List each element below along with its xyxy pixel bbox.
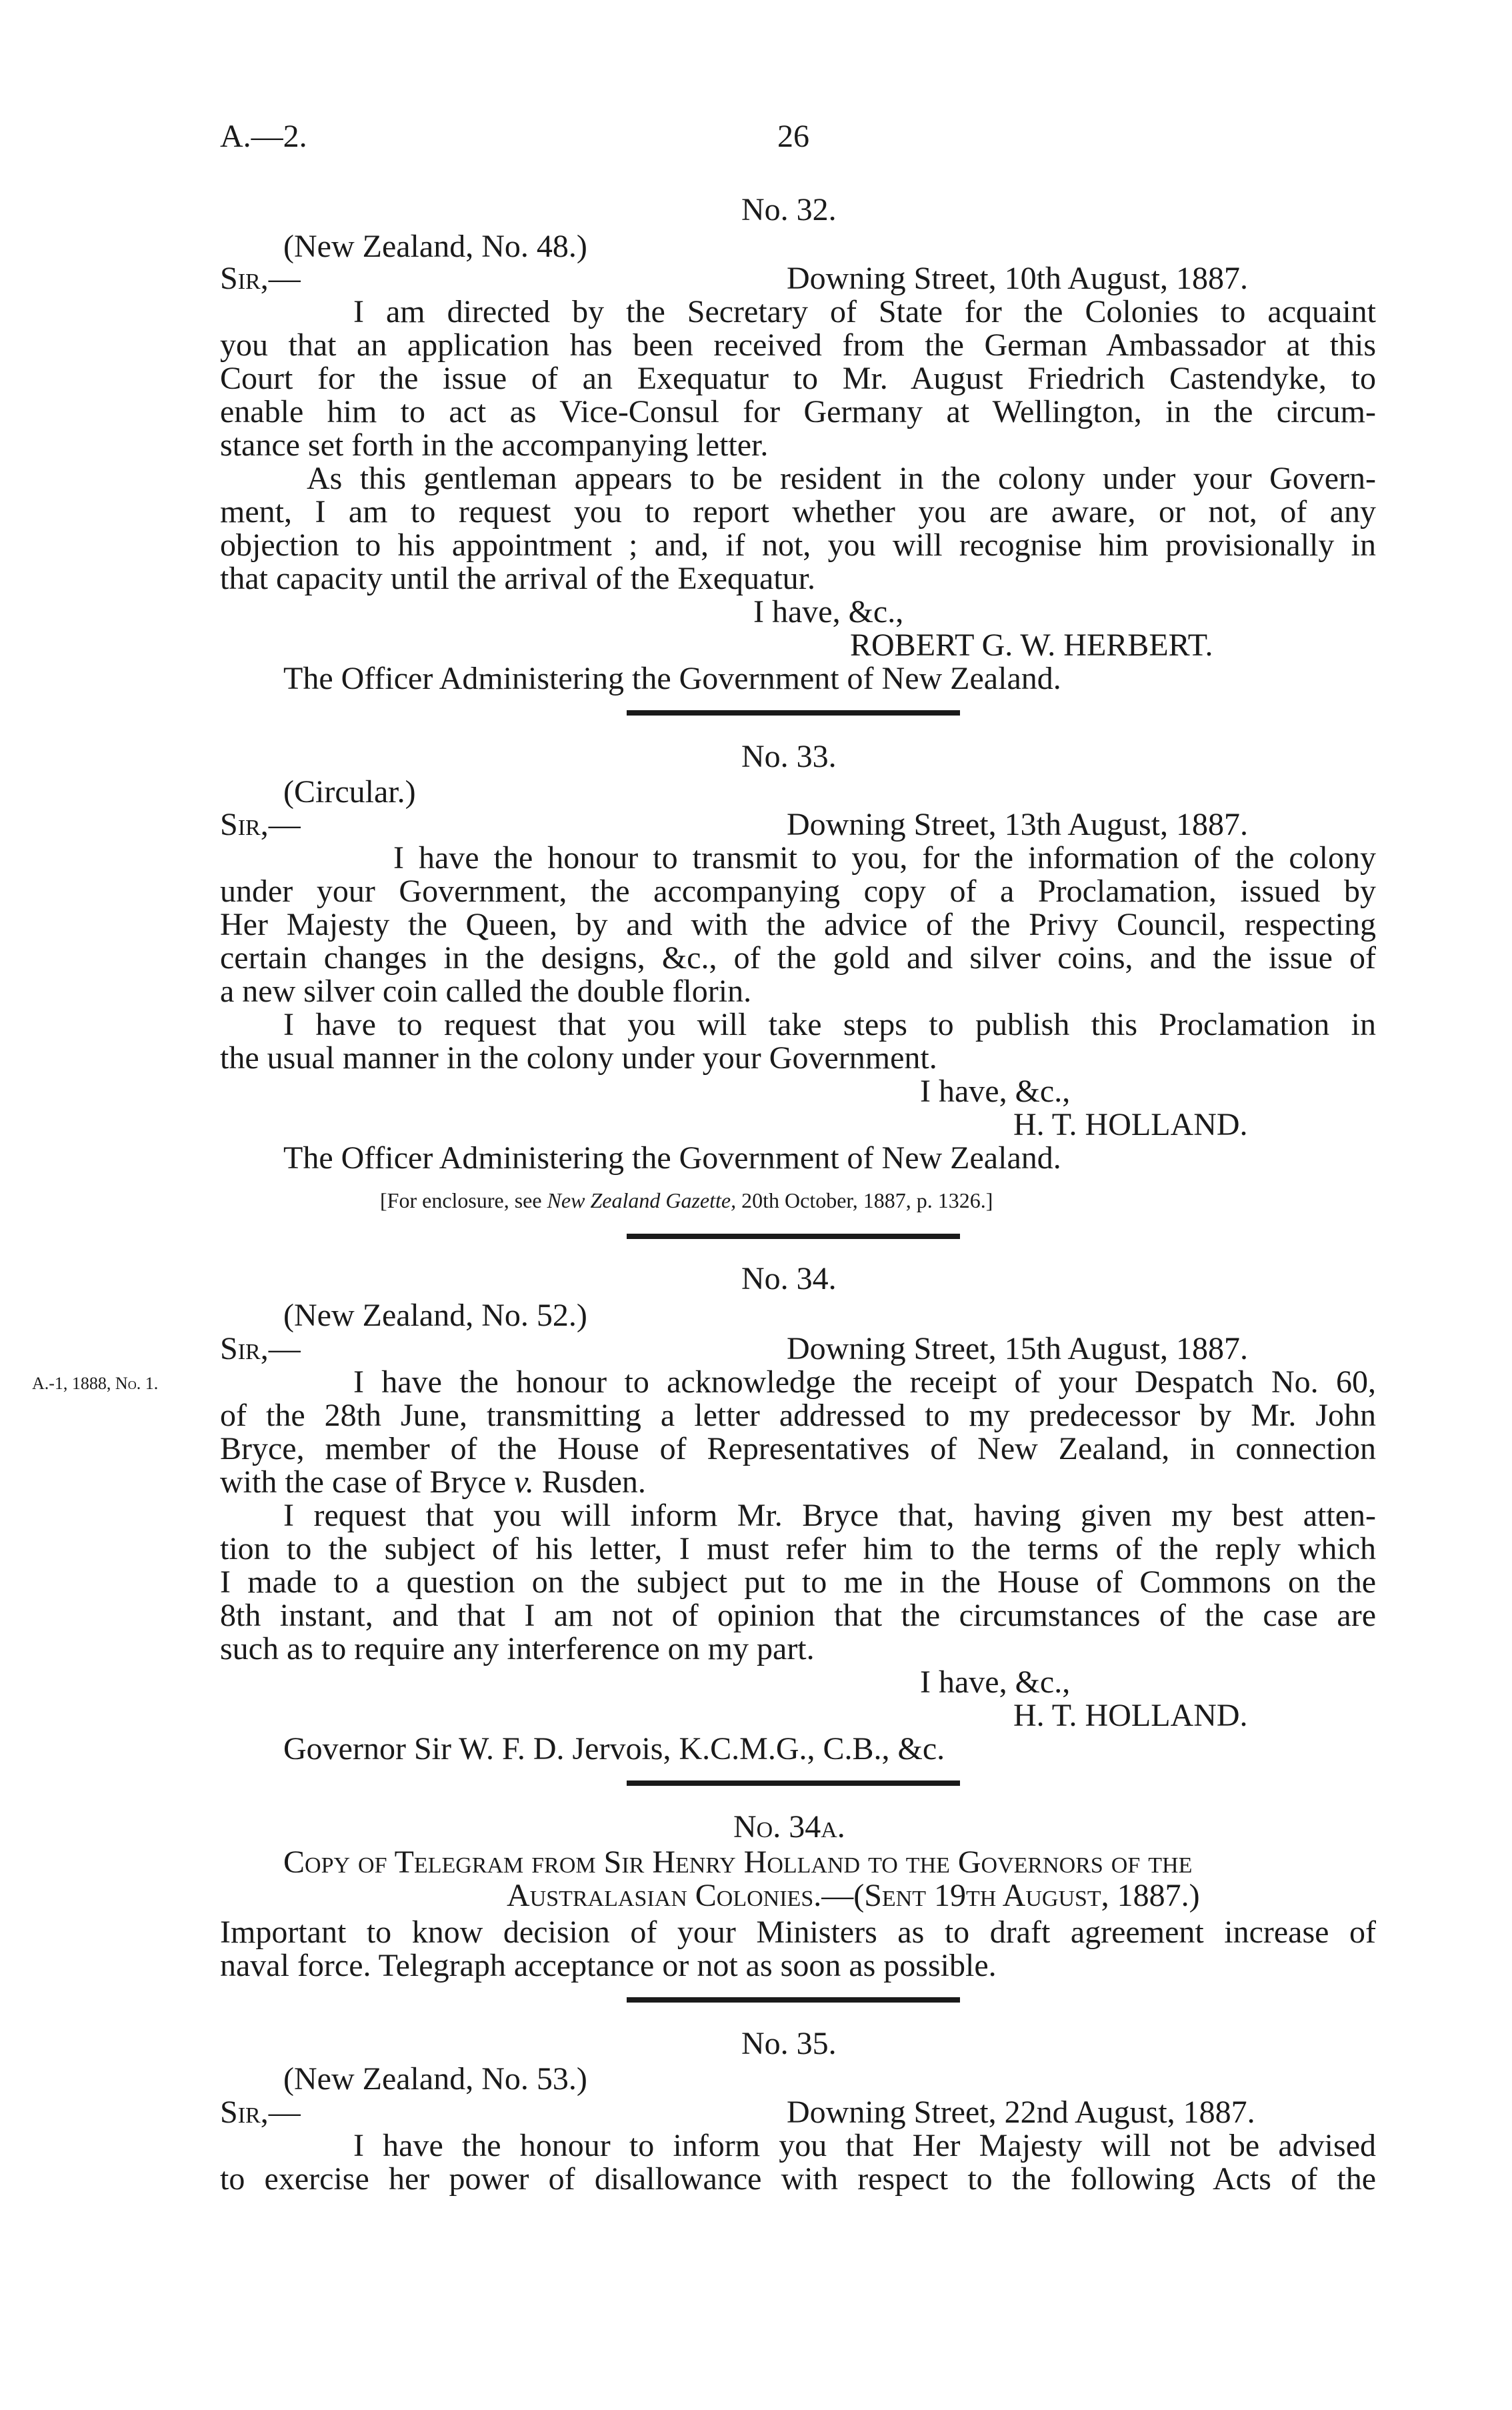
page-ref: A.—2. xyxy=(220,119,307,154)
despatch-ref: (New Zealand, No. 52.) xyxy=(283,1298,587,1333)
text-line: of the 28th June, transmitting a letter addressed to my predecessor by Mr. John xyxy=(220,1398,1376,1433)
text-line: stance set forth in the accompanying letter. xyxy=(220,427,769,463)
text-line: tion to the subject of his letter, I must refer him to the terms of the reply which xyxy=(220,1531,1376,1566)
text-line: I have the honour to transmit to you, for the information of the colony xyxy=(393,840,1376,876)
place-date: Downing Street, 10th August, 1887. xyxy=(787,261,1248,296)
salutation: Sir,— xyxy=(220,807,301,842)
despatch-number: No. 32. xyxy=(741,192,837,227)
closing: I have, &c., xyxy=(753,594,904,630)
text-line: such as to require any interference on my part. xyxy=(220,1631,815,1666)
text-line: As this gentleman appears to be resident in the colony under your Govern- xyxy=(307,461,1376,496)
text-line: enable him to act as Vice-Consul for Germany at Wellington, in the circum- xyxy=(220,394,1376,429)
text-line: to exercise her power of disallowance with respect to the following Acts of the xyxy=(220,2161,1376,2197)
text-line: Important to know decision of your Ministers as to draft agreement increase of xyxy=(220,1915,1376,1950)
page-number: 26 xyxy=(777,119,809,154)
text-line: I have the honour to inform you that Her Majesty will not be advised xyxy=(353,2128,1376,2163)
despatch-ref: (New Zealand, No. 48.) xyxy=(283,229,587,264)
closing: I have, &c., xyxy=(920,1664,1071,1700)
text-line: you that an application has been received from the German Ambassador at this xyxy=(220,327,1376,363)
text-line: Her Majesty the Queen, by and with the advice of the Privy Council, respecting xyxy=(220,907,1376,942)
closing: I have, &c., xyxy=(920,1074,1071,1109)
section-divider xyxy=(627,710,960,716)
salutation: Sir,— xyxy=(220,2095,301,2130)
place-date: Downing Street, 22nd August, 1887. xyxy=(787,2095,1255,2130)
section-divider xyxy=(627,1997,960,2003)
salutation: Sir,— xyxy=(220,261,301,296)
enclosure-note: [For enclosure, see New Zealand Gazette, 20th October, 1887, p. 1326.] xyxy=(380,1188,993,1212)
text-line: objection to his appointment ; and, if not, you will recognise him provisionally in xyxy=(220,527,1376,563)
signature: ROBERT G. W. HERBERT. xyxy=(850,628,1213,663)
despatch-ref: (New Zealand, No. 53.) xyxy=(283,2061,587,2097)
text-line: certain changes in the designs, &c., of the gold and silver coins, and the issue of xyxy=(220,940,1376,976)
text-line: I made to a question on the subject put to me in the House of Commons on the xyxy=(220,1564,1376,1600)
place-date: Downing Street, 15th August, 1887. xyxy=(787,1331,1248,1366)
addressee: The Officer Administering the Government of New Zealand. xyxy=(283,1140,1061,1176)
text-line: I have the honour to acknowledge the receipt of your Despatch No. 60, xyxy=(353,1364,1376,1400)
section-divider xyxy=(627,1780,960,1786)
text-line: ment, I am to request you to report whether you are aware, or not, of any xyxy=(220,494,1376,529)
signature: H. T. HOLLAND. xyxy=(1013,1107,1248,1142)
text-line: I request that you will inform Mr. Bryce that, having given my best atten- xyxy=(283,1498,1376,1533)
despatch-number: No. 34a. xyxy=(733,1809,845,1845)
text-line: Court for the issue of an Exequatur to Mr. August Friedrich Castendyke, to xyxy=(220,361,1376,396)
telegram-title: Australasian Colonies.—(Sent 19th August, 1887.) xyxy=(507,1878,1200,1913)
telegram-title: Copy of Telegram from Sir Henry Holland to the Governors of the xyxy=(283,1845,1193,1880)
text-line: that capacity until the arrival of the Exequatur. xyxy=(220,561,815,596)
text-line: I have to request that you will take steps to publish this Proclamation in xyxy=(283,1007,1376,1042)
despatch-number: No. 33. xyxy=(741,739,837,774)
text-line: with the case of Bryce v. Rusden. xyxy=(220,1464,646,1500)
place-date: Downing Street, 13th August, 1887. xyxy=(787,807,1248,842)
margin-reference: A.-1, 1888, No. 1. xyxy=(32,1374,159,1393)
text-line: under your Government, the accompanying copy of a Proclamation, issued by xyxy=(220,874,1376,909)
addressee: The Officer Administering the Government of New Zealand. xyxy=(283,661,1061,696)
text-line: a new silver coin called the double florin. xyxy=(220,974,752,1009)
text-line: naval force. Telegraph acceptance or not as soon as possible. xyxy=(220,1948,997,1983)
despatch-number: No. 34. xyxy=(741,1261,837,1296)
addressee: Governor Sir W. F. D. Jervois, K.C.M.G., C.B., &c. xyxy=(283,1731,945,1766)
despatch-number: No. 35. xyxy=(741,2026,837,2061)
text-line: I am directed by the Secretary of State for the Colonies to acquaint xyxy=(353,294,1376,329)
text-line: Bryce, member of the House of Representatives of New Zealand, in connection xyxy=(220,1431,1376,1466)
signature: H. T. HOLLAND. xyxy=(1013,1698,1248,1733)
despatch-ref: (Circular.) xyxy=(283,774,416,810)
section-divider xyxy=(627,1234,960,1239)
text-line: 8th instant, and that I am not of opinion that the circumstances of the case are xyxy=(220,1598,1376,1633)
text-line: the usual manner in the colony under your Government. xyxy=(220,1040,937,1076)
salutation: Sir,— xyxy=(220,1331,301,1366)
